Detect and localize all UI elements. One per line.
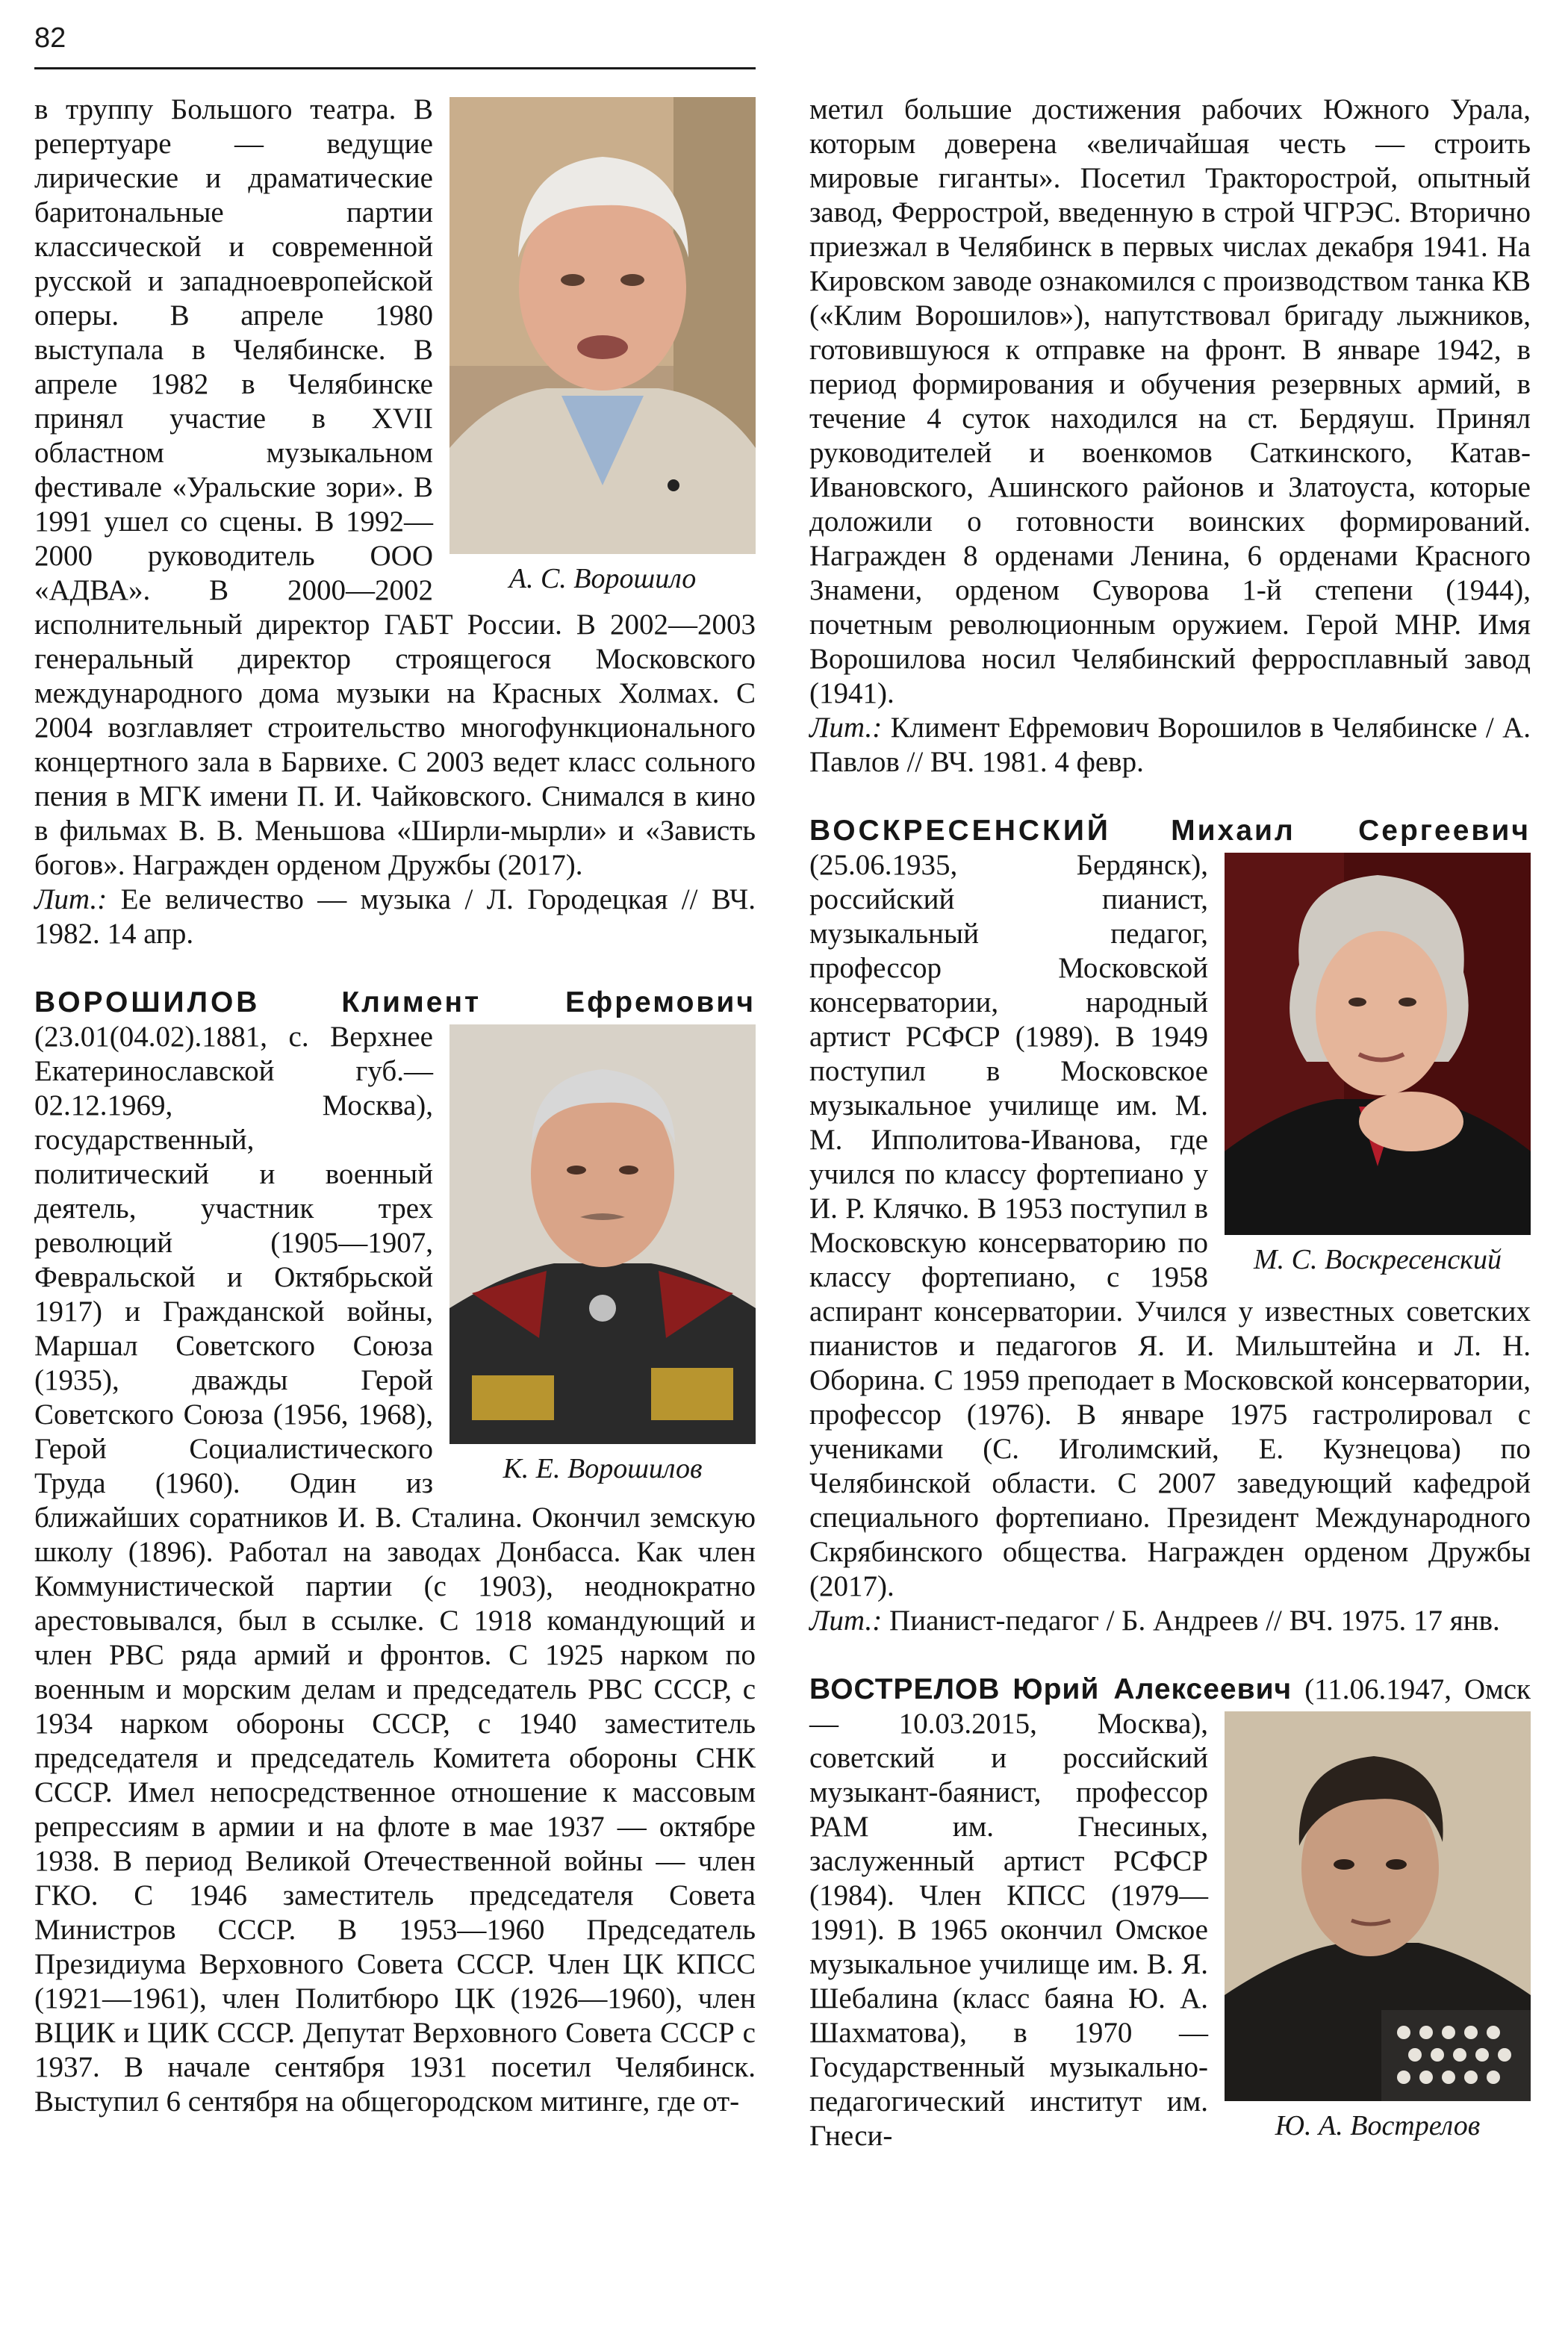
entry-voskresensky [809, 814, 1531, 1604]
entry-headword-voskresensky: ВОСКРЕСЕНСКИЙ [809, 815, 1111, 847]
literature-text: Пианист-педагог / Б. Андреев // ВЧ. 1975. 17 янв. [889, 1605, 1500, 1637]
left-column [34, 93, 756, 2119]
entry-text-voroshilov-continued: метил большие достижения рабочих Южного Урала, которым доверена «величайшая честь — строить мировые гиганты». Посетил Тракторострой, опытный завод, Феррострой, введенную в строй ЧГРЭС. Вторично приезжал в Челябинск в первых числах декабря 1941. На Кировском заводе ознакомился с производством танка КВ («Клим Ворошилов»), напутствовал бригаду лыжников, готовившуюся к отправке на фронт. В январе 1942, в период формирования и обучения резервных армий, в течение 4 суток находился на ст. Бердяуш. Принял руководителей и военкомов Саткинского, Катав-Ивановского, Ашинского районов и Златоуста, которые доложили о готовности воинских формирований. Награжден 8 орденами Ленина, 6 орденами Красного Знамени, орденом Суворова 1-й степени (1944), почетным революционным оружием. Герой МНР. Имя Ворошилова носил Челябинский ферросплавный завод (1941). [809, 93, 1531, 709]
photo-caption-voroshilov: К. Е. Ворошилов [503, 1453, 703, 1484]
photo-voroshilo [449, 97, 756, 554]
photo-caption-vostrelov: Ю. А. Вострелов [1275, 2110, 1481, 2141]
photo-figure-voroshilov [449, 1024, 756, 1486]
entry-vostrelov [809, 1673, 1531, 2153]
entry-text-voskresensky: (25.06.1935, Бердянск), российский пианист, музыкальный педагог, профессор Московской консерватории, народный артист РСФСР (1989). В 1949 поступил в Московское музыкальное училище им. М. М. Ипполитова-Иванова, где учился по классу фортепиано у И. Р. Клячко. В 1953 поступил в Московскую консерваторию по классу фортепиано, с 1958 аспирант консерватории. Учился у известных советских пианистов и педагогов Я. И. Мильштейна и Л. Н. Оборина. С 1959 преподает в Московской консерватории, профессор (1976). В январе 1975 гастролировал с учениками (С. Иголимский, Е. Кузнецова) по Челябинской области. С 2007 заведующий кафедрой специального фортепиано. Президент Международного Скрябинского общества. Награжден орденом Дружбы (2017). [809, 849, 1531, 1602]
entry-text-voroshilo: в труппу Большого театра. В репертуаре — ведущие лирические и драматические баритональные партии классической и современной русской и западноевропейской оперы. В апреле 1980 выступала в Челябинске. В апреле 1982 в Челябинске принял участие в XVII областном музыкальном фестивале «Уральские зори». В 1991 ушел со сцены. В 1992—2000 руководитель ООО «АДВА». В 2000—2002 исполнительный директор ГАБТ России. В 2002—2003 генеральный директор строящегося Московского международного дома музыки на Красных Холмах. С 2004 возглавляет строительство многофункционального концертного зала в Барвихе. С 2003 ведет класс сольного пения в МГК имени П. И. Чайковского. Снимался в кино в фильмах В. В. Меньшова «Ширли-мырли» и «Зависть богов». Награжден орденом Дружбы (2017). [34, 93, 756, 881]
literature-voskresensky [809, 1604, 1531, 1638]
entry-voroshilov [34, 986, 756, 2119]
photo-figure-voskresensky [1225, 853, 1531, 1277]
entry-headword-voroshilov: ВОРОШИЛОВ [34, 986, 261, 1018]
entry-text-voroshilov: (23.01(04.02).1881, с. Верхнее Екатеринославской губ.— 02.12.1969, Москва), государственный, политический и военный деятель, участник трех революций (1905—1907, Февральской и Октябрьской 1917) и Гражданской войны, Маршал Советского Союза (1935), дважды Герой Советского Союза (1956, 1968), Герой Социалистического Труда (1960). Один из ближайших соратников И. В. Сталина. Окончил земскую школу (1896). Работал на заводах Донбасса. Как член Коммунистической партии (с 1903), неоднократно арестовывался, был в ссылке. С 1918 командующий и член РВС ряда армий и фронтов. С 1925 нарком по военным и морским делам и председатель РВС СССР, с 1934 нарком обороны СССР, с 1940 заместитель председателя и председатель Комитета обороны СНК СССР. Имел непосредственное отношение к массовым репрессиям в армии и на флоте в мае 1937 — октябре 1938. В период Великой Отечественной войны — член ГКО. С 1946 заместитель председателя Совета Министров СССР. В 1953—1960 Председатель Президиума Верховного Совета СССР. Член ЦК КПСС (1921—1961), член Политбюро ЦК (1926—1960), член ВЦИК и ЦИК СССР. Депутат Верховного Совета СССР с 1937. В начале сентября 1931 посетил Челябинск. Выступил 6 сентября на общегородском митинге, где от- [34, 1021, 756, 2118]
photo-figure-vostrelov [1225, 1711, 1531, 2143]
literature-voroshilov [809, 711, 1531, 780]
header-rule [34, 67, 756, 69]
literature-voroshilo [34, 883, 756, 951]
literature-label: Лит.: [809, 1605, 883, 1637]
entry-given-names-voskresensky: Михаил Сергеевич [1171, 815, 1531, 847]
literature-text: Ее величество — музыка / Л. Городецкая // ВЧ. 1982. 14 апр. [34, 883, 756, 950]
literature-label: Лит.: [809, 712, 883, 744]
entry-text-vostrelov: (11.06.1947, Омск — 10.03.2015, Москва), советский и российский музыкант-баянист, профессор РАМ им. Гнесиных, заслуженный артист РСФСР (1984). Член КПСС (1979—1991). В 1965 окончил Омское музыкальное училище им. В. Я. Шебалина (класс баяна Ю. А. Шахматова), в 1970 — Государственный музыкально-педагогический институт им. Гнеси- [809, 1673, 1531, 2152]
entry-separator [809, 1638, 1531, 1673]
entry-separator [809, 780, 1531, 814]
entry-headword-vostrelov: ВОСТРЕЛОВ [809, 1673, 1001, 1705]
literature-label: Лит.: [34, 883, 108, 915]
photo-figure-voroshilo [449, 97, 756, 596]
entry-separator [34, 951, 756, 986]
right-column [809, 93, 1531, 2153]
photo-voskresensky [1225, 853, 1531, 1235]
photo-caption-voskresensky: М. С. Воскресенский [1254, 1244, 1502, 1275]
page-number: 82 [34, 22, 66, 54]
photo-voroshilov [449, 1024, 756, 1444]
literature-text: Климент Ефремович Ворошилов в Челябинске / А. Павлов // ВЧ. 1981. 4 февр. [809, 712, 1531, 778]
photo-caption-voroshilo: А. С. Ворошило [508, 563, 697, 594]
entry-given-names-voroshilov: Климент Ефремович [341, 986, 756, 1018]
entry-given-names-vostrelov: Юрий Алексеевич [1012, 1673, 1292, 1705]
photo-vostrelov [1225, 1711, 1531, 2101]
